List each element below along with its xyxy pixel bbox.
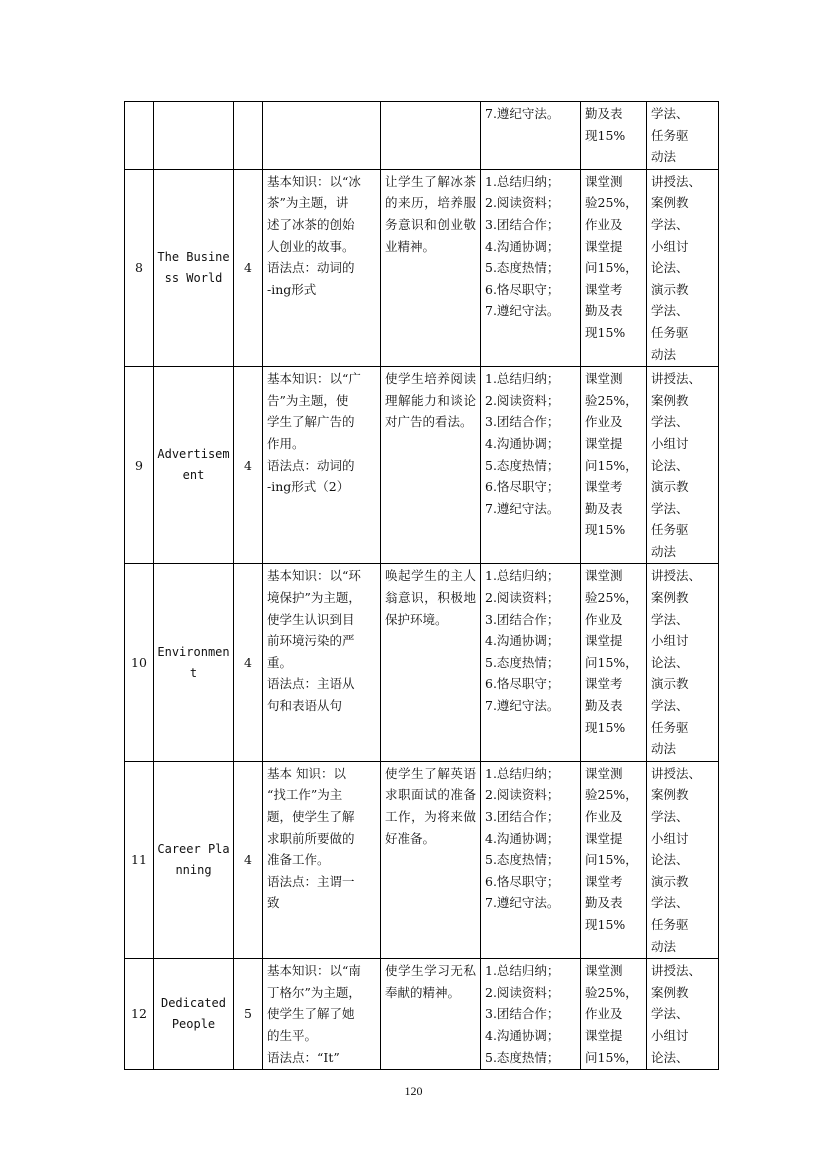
course-schedule-table (124, 101, 719, 1070)
table-row (125, 564, 719, 761)
teaching-methods-cell-line: 演示教 (651, 676, 689, 692)
ability-goals-cell-line: 1.总结归纳； (485, 765, 560, 781)
teaching-methods-cell (647, 367, 719, 564)
ability-goals-cell-line: 2.阅读资料； (485, 195, 560, 211)
teaching-content-cell-line: -ing形式（2） (267, 479, 350, 495)
assessment-cell-line: 验25%， (585, 787, 638, 803)
teaching-goal-cell: 使学生学习无私奉献的精神。 (381, 959, 481, 1070)
unit-number-cell: 11 (125, 761, 154, 958)
ability-goals-cell-line: 2.阅读资料； (485, 590, 560, 606)
assessment-cell-line: 课堂考 (585, 479, 623, 495)
ability-goals-cell-line: 6.恪尽职守； (485, 676, 560, 692)
table-row (125, 761, 719, 958)
teaching-methods-cell-line: 学法、 (651, 698, 689, 714)
assessment-cell-line: 勤及表 (585, 106, 623, 121)
teaching-methods-cell-line: 论法、 (651, 852, 689, 868)
teaching-methods-cell-line: 论法、 (651, 260, 689, 276)
unit-number-cell: 8 (125, 169, 154, 366)
teaching-content-cell-line: 重。 (267, 654, 293, 670)
assessment-cell-line: 课堂测 (585, 963, 623, 979)
ability-goals-cell-line: 5.态度热情； (485, 260, 560, 276)
ability-goals-cell-line: 6.恪尽职守； (485, 479, 560, 495)
ability-goals-cell (481, 564, 581, 761)
teaching-content-cell-line: 作用。 (267, 435, 305, 451)
teaching-methods-cell-line: 任务驱 (651, 127, 689, 143)
teaching-content-cell-line: 求职前所要做的 (267, 830, 355, 846)
teaching-content-cell-line: 境保护”为主题， (267, 590, 361, 606)
ability-goals-cell-line: 1.总结归纳； (485, 963, 560, 979)
teaching-content-cell-line: 语法点：主语从 (267, 676, 355, 692)
assessment-cell (581, 169, 647, 366)
teaching-content-cell (263, 367, 381, 564)
assessment-cell-line: 课堂提 (585, 435, 623, 451)
class-hours-cell: 4 (234, 761, 263, 958)
assessment-cell-line: 问15%， (585, 1049, 638, 1065)
assessment-cell-line: 勤及表 (585, 303, 623, 319)
ability-goals-cell-line: 6.恪尽职守； (485, 873, 560, 889)
ability-goals-cell-line: 2.阅读资料； (485, 392, 560, 408)
teaching-methods-cell-line: 任务驱 (651, 522, 689, 538)
teaching-goal-cell (381, 102, 481, 170)
teaching-methods-cell-line: 演示教 (651, 873, 689, 889)
class-hours-cell: 5 (234, 959, 263, 1070)
assessment-cell-line: 现15% (585, 522, 626, 538)
teaching-methods-cell-line: 学法、 (651, 303, 689, 319)
table-body (125, 102, 719, 1070)
assessment-cell-line: 验25%， (585, 984, 638, 1000)
ability-goals-cell-line: 7.遵纪守法。 (485, 500, 560, 516)
ability-goals-cell-line: 3.团结合作； (485, 809, 560, 824)
ability-goals-cell-line: 7.遵纪守法。 (485, 698, 560, 714)
ability-goals-cell-line: 3.团结合作； (485, 414, 560, 430)
assessment-cell (581, 564, 647, 761)
teaching-methods-cell-line: 案例教 (651, 787, 689, 803)
teaching-content-cell-line: 准备工作。 (267, 852, 330, 868)
teaching-content-cell-line: 前环境污染的严 (267, 633, 355, 649)
teaching-content-cell-line: 句和表语从句 (267, 698, 343, 714)
teaching-methods-cell-line: 动法 (651, 938, 677, 954)
teaching-methods-cell-line: 学法、 (651, 216, 689, 232)
assessment-cell-line: 课堂考 (585, 281, 623, 297)
teaching-methods-cell-line: 动法 (651, 149, 677, 165)
teaching-content-cell-line: 人创业的故事。 (267, 238, 355, 254)
ability-goals-cell-line: 5.态度热情； (485, 457, 560, 473)
ability-goals-cell (481, 761, 581, 958)
assessment-cell-line: 验25%， (585, 392, 638, 408)
unit-title-cell: Career Planning (154, 761, 234, 958)
ability-goals-cell-line: 4.沟通协调； (485, 435, 560, 451)
teaching-content-cell-line: 述了冰茶的创始 (267, 216, 355, 232)
teaching-content-cell (263, 102, 381, 170)
teaching-content-cell (263, 169, 381, 366)
teaching-content-cell-line: 告”为主题，使 (267, 392, 349, 408)
teaching-content-cell-line: 致 (267, 895, 280, 911)
teaching-content-cell-line: 基本 知识：以 (267, 765, 346, 781)
assessment-cell (581, 367, 647, 564)
teaching-content-cell-line: 的生平。 (267, 1027, 318, 1043)
assessment-cell-line: 课堂提 (585, 633, 623, 649)
ability-goals-cell (481, 169, 581, 366)
teaching-methods-cell-line: 小组讨 (651, 830, 689, 846)
teaching-methods-cell-line: 动法 (651, 346, 677, 362)
assessment-cell-line: 课堂考 (585, 873, 623, 889)
teaching-content-cell-line: “找工作”为主 (267, 787, 343, 803)
teaching-goal-cell: 使学生了解英语求职面试的准备工作，为将来做好准备。 (381, 761, 481, 958)
assessment-cell-line: 现15% (585, 324, 626, 340)
table-row (125, 102, 719, 170)
ability-goals-cell-line: 3.团结合作； (485, 216, 560, 232)
assessment-cell-line: 作业及 (585, 611, 623, 627)
teaching-content-cell (263, 761, 381, 958)
ability-goals-cell-line: 2.阅读资料； (485, 984, 560, 1000)
teaching-methods-cell-line: 讲授法、 (651, 568, 702, 584)
assessment-cell-line: 勤及表 (585, 698, 623, 714)
teaching-goal-cell: 唤起学生的主人翁意识，积极地保护环境。 (381, 564, 481, 761)
assessment-cell-line: 作业及 (585, 216, 623, 232)
ability-goals-cell-line: 1.总结归纳； (485, 568, 560, 584)
teaching-content-cell-line: 使学生认识到目 (267, 611, 355, 627)
assessment-cell-line: 现15% (585, 127, 626, 143)
teaching-content-cell-line: 基本知识：以“冰 (267, 173, 361, 189)
unit-number-cell: 12 (125, 959, 154, 1070)
assessment-cell-line: 课堂提 (585, 1027, 623, 1043)
teaching-methods-cell-line: 论法、 (651, 1049, 689, 1065)
teaching-methods-cell-line: 案例教 (651, 195, 689, 211)
class-hours-cell (234, 102, 263, 170)
assessment-cell-line: 现15% (585, 916, 626, 932)
teaching-methods-cell-line: 任务驱 (651, 916, 689, 932)
class-hours-cell: 4 (234, 564, 263, 761)
teaching-methods-cell-line: 任务驱 (651, 324, 689, 340)
teaching-content-cell-line: 语法点：主谓一 (267, 873, 355, 889)
ability-goals-cell (481, 367, 581, 564)
teaching-content-cell (263, 959, 381, 1070)
teaching-content-cell-line: 基本知识：以“环 (267, 568, 361, 584)
assessment-cell-line: 勤及表 (585, 895, 623, 911)
class-hours-cell: 4 (234, 169, 263, 366)
page-number: 120 (404, 1084, 423, 1098)
teaching-methods-cell-line: 动法 (651, 741, 677, 757)
teaching-content-cell-line: 语法点：动词的 (267, 457, 355, 473)
assessment-cell-line: 课堂提 (585, 238, 623, 254)
ability-goals-cell-line: 3.团结合作； (485, 611, 560, 627)
teaching-goal-cell: 让学生了解冰茶的来历，培养服务意识和创业敬业精神。 (381, 169, 481, 366)
ability-goals-cell-line: 7.遵纪守法。 (485, 106, 560, 121)
assessment-cell-line: 问15%， (585, 457, 638, 473)
unit-title-cell: The Business World (154, 169, 234, 366)
ability-goals-cell-line: 4.沟通协调； (485, 633, 560, 649)
teaching-methods-cell-line: 学法、 (651, 895, 689, 911)
teaching-methods-cell-line: 案例教 (651, 984, 689, 1000)
teaching-methods-cell-line: 任务驱 (651, 719, 689, 735)
ability-goals-cell-line: 4.沟通协调； (485, 830, 560, 846)
teaching-methods-cell-line: 动法 (651, 543, 677, 559)
teaching-methods-cell-line: 小组讨 (651, 1027, 689, 1043)
teaching-content-cell (263, 564, 381, 761)
teaching-methods-cell-line: 论法、 (651, 654, 689, 670)
ability-goals-cell-line: 7.遵纪守法。 (485, 303, 560, 319)
teaching-methods-cell-line: 学法、 (651, 611, 689, 627)
assessment-cell-line: 问15%， (585, 852, 638, 868)
teaching-methods-cell (647, 564, 719, 761)
teaching-methods-cell (647, 959, 719, 1070)
teaching-methods-cell-line: 学法、 (651, 500, 689, 516)
ability-goals-cell-line: 4.沟通协调； (485, 238, 560, 254)
teaching-methods-cell-line: 讲授法、 (651, 173, 702, 189)
teaching-content-cell-line: 题，使学生了解 (267, 809, 355, 824)
unit-number-cell (125, 102, 154, 170)
teaching-content-cell-line: 茶”为主题，讲 (267, 195, 349, 211)
ability-goals-cell-line: 6.恪尽职守； (485, 281, 560, 297)
teaching-methods-cell-line: 学法、 (651, 414, 689, 430)
teaching-methods-cell (647, 102, 719, 170)
ability-goals-cell-line: 3.团结合作； (485, 1006, 560, 1022)
ability-goals-cell (481, 102, 581, 170)
teaching-methods-cell-line: 演示教 (651, 281, 689, 297)
assessment-cell-line: 现15% (585, 719, 626, 735)
assessment-cell-line: 问15%， (585, 654, 638, 670)
assessment-cell-line: 问15%， (585, 260, 638, 276)
teaching-content-cell-line: 使学生了解了她 (267, 1006, 355, 1022)
ability-goals-cell-line: 2.阅读资料； (485, 787, 560, 803)
teaching-methods-cell-line: 学法、 (651, 1006, 689, 1022)
teaching-methods-cell (647, 761, 719, 958)
unit-title-cell (154, 102, 234, 170)
assessment-cell-line: 课堂测 (585, 173, 623, 189)
unit-title-cell: Advertisement (154, 367, 234, 564)
assessment-cell-line: 勤及表 (585, 500, 623, 516)
assessment-cell-line: 课堂考 (585, 676, 623, 692)
table-row (125, 367, 719, 564)
teaching-content-cell-line: 语法点：“It” (267, 1049, 340, 1065)
assessment-cell-line: 验25%， (585, 195, 638, 211)
unit-title-cell: Environment (154, 564, 234, 761)
teaching-methods-cell-line: 演示教 (651, 479, 689, 495)
table-row (125, 959, 719, 1070)
ability-goals-cell-line: 5.态度热情； (485, 852, 560, 868)
teaching-methods-cell-line: 学法、 (651, 106, 689, 121)
table-row (125, 169, 719, 366)
teaching-content-cell-line: 基本知识：以“南 (267, 963, 361, 979)
assessment-cell (581, 761, 647, 958)
assessment-cell-line: 验25%， (585, 590, 638, 606)
assessment-cell-line: 课堂测 (585, 765, 623, 781)
assessment-cell-line: 课堂提 (585, 830, 623, 846)
unit-number-cell: 10 (125, 564, 154, 761)
ability-goals-cell-line: 5.态度热情； (485, 1049, 560, 1065)
teaching-content-cell-line: 学生了解广告的 (267, 414, 355, 430)
teaching-methods-cell-line: 案例教 (651, 392, 689, 408)
teaching-goal-cell: 使学生培养阅读理解能力和谈论对广告的看法。 (381, 367, 481, 564)
ability-goals-cell-line: 4.沟通协调； (485, 1027, 560, 1043)
assessment-cell-line: 作业及 (585, 414, 623, 430)
assessment-cell-line: 课堂测 (585, 371, 623, 387)
teaching-content-cell-line: -ing形式 (267, 281, 317, 297)
teaching-methods-cell-line: 论法、 (651, 457, 689, 473)
assessment-cell-line: 课堂测 (585, 568, 623, 584)
assessment-cell (581, 959, 647, 1070)
teaching-methods-cell-line: 讲授法、 (651, 963, 702, 979)
ability-goals-cell-line: 1.总结归纳； (485, 173, 560, 189)
teaching-methods-cell-line: 小组讨 (651, 633, 689, 649)
ability-goals-cell-line: 7.遵纪守法。 (485, 895, 560, 911)
unit-title-cell: Dedicated People (154, 959, 234, 1070)
teaching-methods-cell-line: 小组讨 (651, 238, 689, 254)
assessment-cell-line: 作业及 (585, 1006, 623, 1022)
teaching-content-cell-line: 语法点：动词的 (267, 260, 355, 276)
teaching-methods-cell-line: 案例教 (651, 590, 689, 606)
ability-goals-cell (481, 959, 581, 1070)
teaching-methods-cell (647, 169, 719, 366)
teaching-content-cell-line: 基本知识：以“广 (267, 371, 361, 387)
unit-number-cell: 9 (125, 367, 154, 564)
teaching-methods-cell-line: 讲授法、 (651, 765, 702, 781)
ability-goals-cell-line: 1.总结归纳； (485, 371, 560, 387)
teaching-methods-cell-line: 小组讨 (651, 435, 689, 451)
assessment-cell-line: 作业及 (585, 809, 623, 824)
teaching-content-cell-line: 丁格尔”为主题， (267, 984, 361, 1000)
class-hours-cell: 4 (234, 367, 263, 564)
teaching-methods-cell-line: 学法、 (651, 809, 689, 824)
assessment-cell (581, 102, 647, 170)
ability-goals-cell-line: 5.态度热情； (485, 654, 560, 670)
teaching-methods-cell-line: 讲授法、 (651, 371, 702, 387)
